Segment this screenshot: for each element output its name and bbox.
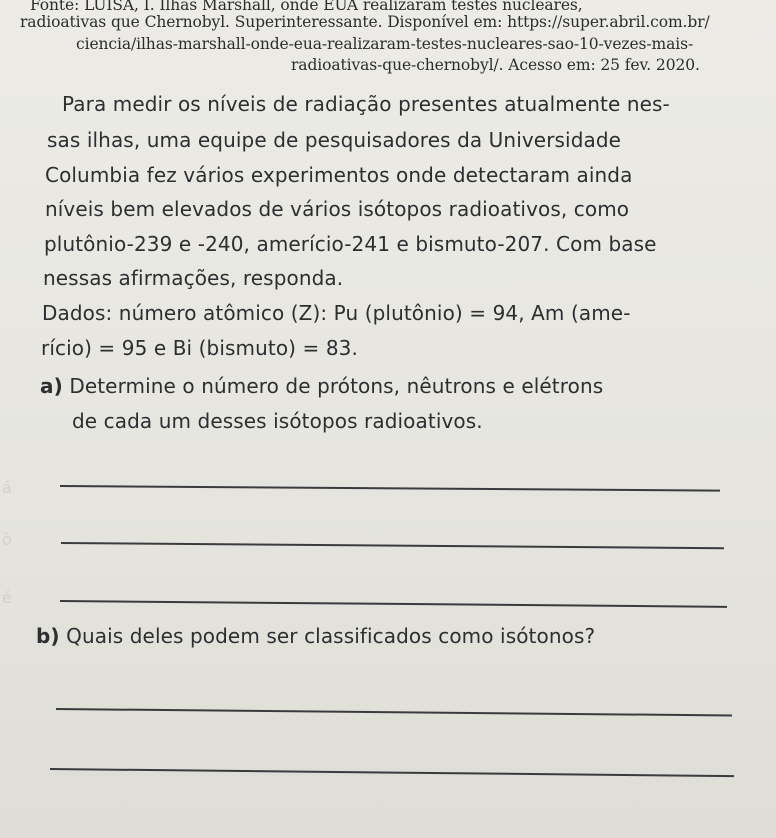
source-line-3: ciencia/ilhas-marshall-onde-eua-realizaram-testes-nucleares-sao-10-vezes-mais-: [76, 35, 694, 53]
question-b-marker: b): [36, 624, 60, 648]
question-a: [40, 374, 603, 398]
source-line-1: Fonte: LUISA, I. Ilhas Marshall, onde EUA realizaram testes nucleares,: [30, 0, 583, 14]
paragraph-line-1: Para medir os níveis de radiação presentes atualmente nes-: [62, 92, 670, 116]
question-b: [36, 624, 595, 648]
question-a-line-2: de cada um desses isótopos radioativos.: [72, 409, 483, 433]
answer-line-a-1[interactable]: [60, 485, 720, 491]
source-line-4: radioativas-que-chernobyl/. Acesso em: 25 fev. 2020.: [291, 56, 700, 74]
question-a-line-1: Determine o número de prótons, nêutrons e elétrons: [69, 374, 604, 398]
answer-line-b-2[interactable]: [50, 768, 734, 777]
question-b-text: Quais deles podem ser classificados como isótonos?: [66, 624, 596, 648]
paragraph-line-3: Columbia fez vários experimentos onde detectaram ainda: [45, 163, 633, 187]
answer-line-a-3[interactable]: [60, 600, 727, 607]
paragraph-line-5: plutônio-239 e -240, amerício-241 e bismuto-207. Com base: [44, 232, 657, 256]
paragraph-line-6: nessas afirmações, responda.: [43, 266, 344, 290]
data-line-2: rício) = 95 e Bi (bismuto) = 83.: [41, 336, 358, 360]
answer-line-b-1[interactable]: [56, 708, 732, 716]
bleed-through-text: é: [2, 588, 12, 607]
bleed-through-text: á: [2, 478, 12, 497]
question-a-marker: a): [40, 374, 63, 398]
bleed-through-text: ò: [2, 530, 12, 549]
answer-line-a-2[interactable]: [61, 542, 724, 549]
paragraph-line-4: níveis bem elevados de vários isótopos radioativos, como: [45, 197, 630, 221]
source-line-2: radioativas que Chernobyl. Superinteressante. Disponível em: https://super.abril.com.br/: [20, 13, 710, 31]
paragraph-line-2: sas ilhas, uma equipe de pesquisadores da Universidade: [47, 128, 622, 152]
data-line-1: Dados: número atômico (Z): Pu (plutônio) = 94, Am (ame-: [42, 301, 631, 325]
